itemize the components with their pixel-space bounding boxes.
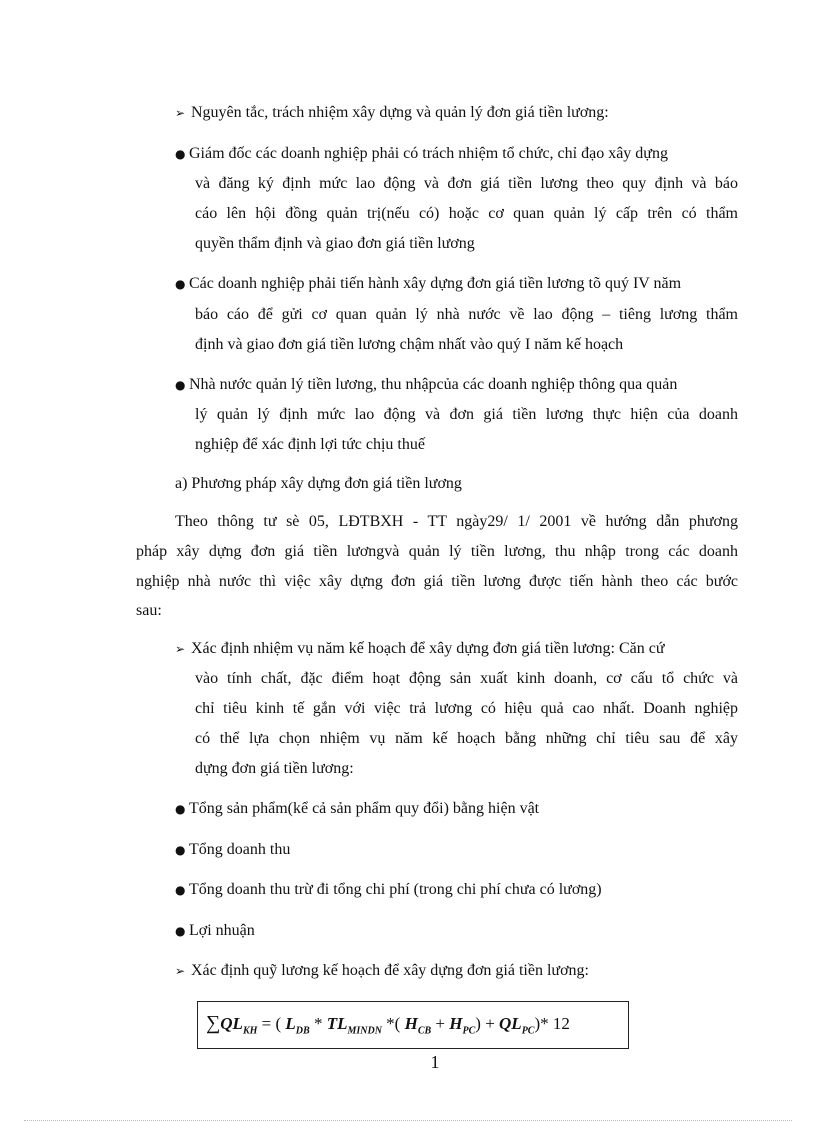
formula-tl: TL bbox=[326, 1014, 348, 1033]
formula-mindn: MINDN bbox=[347, 1025, 382, 1037]
bullet-3-line-1: ● Nhà nước quản lý tiền lương, thu nhậpcủa các doanh nghiệp thông qua quản bbox=[175, 370, 677, 400]
formula-plus: + bbox=[431, 1014, 450, 1033]
step-1-line-2: vào tính chất, đặc điểm hoạt động sản xuất kinh doanh, cơ cấu tổ chức và bbox=[195, 670, 738, 687]
formula-pc-2: PC bbox=[521, 1025, 535, 1037]
formula-h-pc: H bbox=[449, 1014, 463, 1033]
round-bullet-icon: ● bbox=[175, 378, 186, 392]
formula-star-2: *( bbox=[381, 1014, 405, 1033]
formula-cb: CB bbox=[417, 1025, 432, 1037]
bullet-2-line-3: định và giao đơn giá tiền lương chậm nhất vào quý I năm kế hoạch bbox=[195, 336, 624, 353]
step-1-line-4: có thể lựa chọn nhiệm vụ năm kế hoạch bằng những chỉ tiêu sau để xây bbox=[195, 730, 738, 747]
page-number: 1 bbox=[430, 1052, 440, 1072]
criteria-item-1: ● Tổng sản phẩm(kể cả sản phẩm quy đổi) bằng hiện vật bbox=[175, 794, 539, 824]
step-1-line-1: ➢ Xác định nhiệm vụ năm kế hoạch để xây dựng đơn giá tiền lương: Căn cứ bbox=[175, 634, 665, 664]
formula-close-1: ) + bbox=[475, 1014, 500, 1033]
formula-star-1: * bbox=[309, 1014, 327, 1033]
round-bullet-icon: ● bbox=[175, 277, 186, 291]
formula-l: L bbox=[285, 1014, 296, 1033]
formula-box bbox=[197, 1001, 629, 1049]
round-bullet-icon: ● bbox=[175, 883, 186, 897]
sigma-symbol: ∑ bbox=[206, 1012, 221, 1034]
bullet-3-line-3: nghiệp để xác định lợi tức chịu thuế bbox=[195, 436, 425, 453]
step-2-heading: ➢ Xác định quỹ lương kế hoạch để xây dựng đơn giá tiền lương: bbox=[175, 956, 589, 986]
formula-pc: PC bbox=[462, 1025, 476, 1037]
arrow-bullet-icon: ➢ bbox=[175, 106, 186, 120]
formula-db: DB bbox=[295, 1025, 310, 1037]
round-bullet-icon: ● bbox=[175, 147, 186, 161]
formula-close-2: )* 12 bbox=[534, 1014, 570, 1033]
formula-kh: KH bbox=[242, 1025, 258, 1037]
criteria-item-3: ● Tổng doanh thu trừ đi tổng chi phí (trong chi phí chưa có lương) bbox=[175, 875, 602, 905]
bullet-1-line-2: và đăng ký định mức lao động và đơn giá tiền lương theo quy định và báo bbox=[195, 175, 738, 192]
bullet-1-line-1: ● Giám đốc các doanh nghiệp phải có trách nhiệm tổ chức, chỉ đạo xây dựng bbox=[175, 139, 668, 169]
arrow-bullet-icon: ➢ bbox=[175, 642, 186, 656]
page-bottom-divider bbox=[24, 1120, 792, 1121]
paragraph-line-1: Theo thông tư sè 05, LĐTBXH - TT ngày29/ 1/ 2001 về hướng dẫn phương bbox=[175, 513, 738, 530]
paragraph-line-2: pháp xây dựng đơn giá tiền lươngvà quản lý tiền lương, thu nhập trong các doanh bbox=[136, 543, 738, 560]
bullet-2-line-2: báo cáo để gửi cơ quan quản lý nhà nước về lao động – tiêng lương thẩm bbox=[195, 306, 738, 323]
bullet-1-line-3: cáo lên hội đồng quản trị(nếu có) hoặc cơ quan quản lý cấp trên có thẩm bbox=[195, 205, 738, 222]
round-bullet-icon: ● bbox=[175, 843, 186, 857]
step-1-line-5: dựng đơn giá tiền lương: bbox=[195, 760, 354, 777]
step-1-line-3: chỉ tiêu kinh tế gắn với việc trả lương có hiệu quả cao nhất. Doanh nghiệp bbox=[195, 700, 738, 717]
formula-ql: QL bbox=[220, 1014, 243, 1033]
round-bullet-icon: ● bbox=[175, 924, 186, 938]
formula-eq: = ( bbox=[257, 1014, 286, 1033]
formula-ql-pc: QL bbox=[499, 1014, 522, 1033]
bullet-3-line-2: lý quản lý định mức lao động và đơn giá tiền lương thực hiện của doanh bbox=[195, 406, 738, 423]
formula-h-cb: H bbox=[404, 1014, 418, 1033]
paragraph-line-4: sau: bbox=[136, 602, 162, 619]
section-a-heading: a) Phương pháp xây dựng đơn giá tiền lương bbox=[175, 475, 462, 492]
paragraph-line-3: nghiệp nhà nước thì việc xây dựng đơn giá tiền lương được tiến hành theo các bước bbox=[136, 573, 738, 590]
bullet-2-line-1: ● Các doanh nghiệp phải tiến hành xây dựng đơn giá tiền lương tõ quý IV năm bbox=[175, 269, 681, 299]
round-bullet-icon: ● bbox=[175, 802, 186, 816]
bullet-1-line-4: quyền thẩm định và giao đơn giá tiền lương bbox=[195, 235, 475, 252]
criteria-item-2: ● Tổng doanh thu bbox=[175, 835, 290, 865]
heading-principles: ➢ Nguyên tắc, trách nhiệm xây dựng và quản lý đơn giá tiền lương: bbox=[175, 98, 609, 128]
criteria-item-4: ● Lợi nhuận bbox=[175, 916, 255, 946]
salary-fund-formula bbox=[206, 1012, 570, 1036]
arrow-bullet-icon: ➢ bbox=[175, 964, 186, 978]
